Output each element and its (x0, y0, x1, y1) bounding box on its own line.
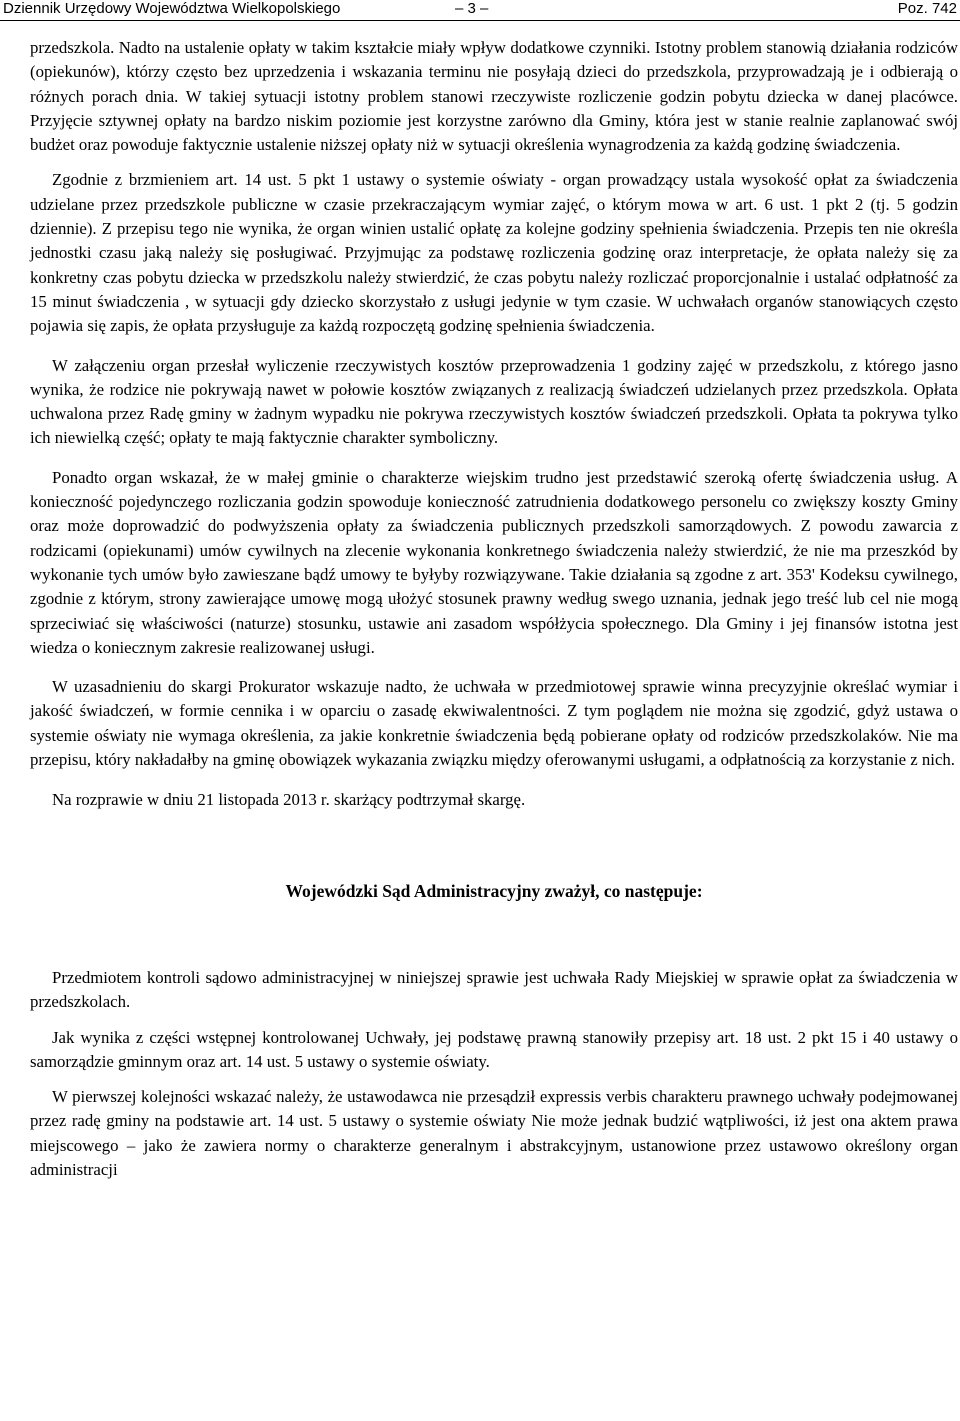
document-body (30, 36, 958, 1182)
header-divider (0, 20, 960, 21)
paragraph: Zgodnie z brzmieniem art. 14 ust. 5 pkt 1 ustawy o systemie oświaty - organ prowadzący ustala wysokość opłat za świadczenia udzielane przez przedszkole publiczne w czasie przekraczającym wymiar zajęć, o którym mowa w art. 6 ust. 1 pkt 2 (tj. 5 godzin dziennie). Z przepisu tego nie wynika, że organ winien ustalić opłatę za kolejne godziny spełnienia świadczenia. Przepis ten nie określa jednostki czasu jaką należy się posługiwać. Przyjmując za podstawę rozliczenia godzinę oraz interpretacje, że opłata należy się za konkretny czas pobytu dziecka w przedszkolu należy stwierdzić, że czas pobytu należy rozliczać proporcjonalnie i ustalać odpłatność za 15 minut świadczenia , w sytuacji gdy dziecko skorzystało z usługi jedynie w tym czasie. W uchwałach organów stanowiących często pojawia się zapis, że opłata przysługuje za każdą rozpoczętą godzinę spełnienia świadczenia. (30, 170, 958, 336)
journal-title: Dziennik Urzędowy Województwa Wielkopolskiego (3, 0, 341, 17)
page-header (0, 0, 960, 22)
paragraph: Przedmiotem kontroli sądowo administracyjnej w niniejszej sprawie jest uchwała Rady Miejskiej w sprawie opłat za świadczenia w przedszkolach. (30, 967, 958, 1012)
paragraph: Jak wynika z części wstępnej kontrolowanej Uchwały, jej podstawę prawną stanowiły przepisy art. 18 ust. 2 pkt 15 i 40 ustawy o samorządzie gminnym oraz art. 14 ust. 5 ustawy o systemie oświaty. (30, 1027, 958, 1071)
paragraph: W załączeniu organ przesłał wyliczenie rzeczywistych kosztów przeprowadzenia 1 godziny zajęć w przedszkolu, z którego jasno wynika, że rodzice nie pokrywają nawet w połowie kosztów związanych z realizacją świadczeń udzielanych przez przedszkola. Opłata uchwalona przez Radę gminy w żadnym wypadku nie pokrywa rzeczywistych kosztów świadczeń przedszkoli. Opłata ta pokrywa tylko ich niewielką część; opłaty te mają faktycznie charakter symboliczny. (30, 355, 958, 448)
paragraph: Ponadto organ wskazał, że w małej gminie o charakterze wiejskim trudno jest przedstawić szeroką ofertę świadczenia usług. A konieczność pojedynczego rozliczania godzin spowoduje konieczność zatrudnienia dodatkowego personelu co zwiększy koszty Gminy oraz może doprowadzić do podwyższenia opłaty za świadczenia publicznych przedszkoli samorządowych. Z powodu zawarcia z rodzicami (opiekunami) umów cywilnych na zlecenie wykonania konkretnego świadczenia należy stwierdzić, że nie ma przeszkód by wykonanie tych umów było zawieszane bądź umowy te byłyby rozwiązywane. Takie działania są zgodne z art. 353' Kodeksu cywilnego, zgodnie z którym, strony zawierające umowę mogą ułożyć stosunek prawny według swego uznania, jednak jego treść lub cel nie mogą sprzeciwiać się właściwości (naturze) stosunku, ustawie ani zasadom współżycia społecznego. Dla Gminy i jej finansów istotna jest wiedza o koniecznym zakresie realizowanej usługi. (30, 467, 958, 657)
paragraph: W pierwszej kolejności wskazać należy, że ustawodawca nie przesądził expressis verbis charakteru prawnego uchwały podejmowanej przez radę gminy na podstawie art. 14 ust. 5 ustawy o systemie oświaty Nie może jednak budzić wątpliwości, iż jest ona aktem prawa miejscowego – jako że zawiera normy o charakterze generalnym i abstrakcyjnym, ustanowione przez ustawowo określony organ administracji (30, 1087, 958, 1179)
paragraph: Na rozprawie w dniu 21 listopada 2013 r. skarżący podtrzymał skargę. (52, 790, 526, 810)
position-number: Poz. 742 (897, 0, 957, 17)
paragraph: przedszkola. Nadto na ustalenie opłaty w takim kształcie miały wpływ dodatkowe czynniki. Istotny problem stanowią działania rodziców (opiekunów), którzy często bez uprzedzenia i wskazania terminu nie posyłają dzieci do przedszkola, przyprowadzają je i odbierają o różnych porach dnia. W takiej sytuacji istotny problem stanowi rzeczywiste rozliczenie godzin pobytu dziecka w danej placówce. Przyjęcie sztywnej opłaty na bardzo niskim poziomie jest korzystne zarówno dla Gminy, która jest w stanie realnie zaplanować swój budżet oraz powoduje faktycznie ustalenie niższej opłaty niż w sytuacji określenia wynagrodzenia za każdą godzinę świadczenia. (30, 38, 958, 155)
paragraph: W uzasadnieniu do skargi Prokurator wskazuje nadto, że uchwała w przedmiotowej sprawie winna precyzyjnie określać wymiar i jakość świadczeń, w formie cennika i w oparciu o zasadę ekwiwalentności. Z tym poglądem nie można się zgodzić, gdyż ustawa o systemie oświaty nie wymaga określenia, za jakie konkretnie świadczenia będą pobierane opłaty od rodziców przedszkolaków. Nie ma przepisu, który nakładałby na gminę obowiązek wykazania związku między oferowanymi usługami, a odpłatnością za korzystanie z nich. (30, 677, 958, 770)
page-number: – 3 – (455, 0, 489, 17)
section-heading: Wojewódzki Sąd Administracyjny zważył, co następuje: (285, 880, 703, 901)
